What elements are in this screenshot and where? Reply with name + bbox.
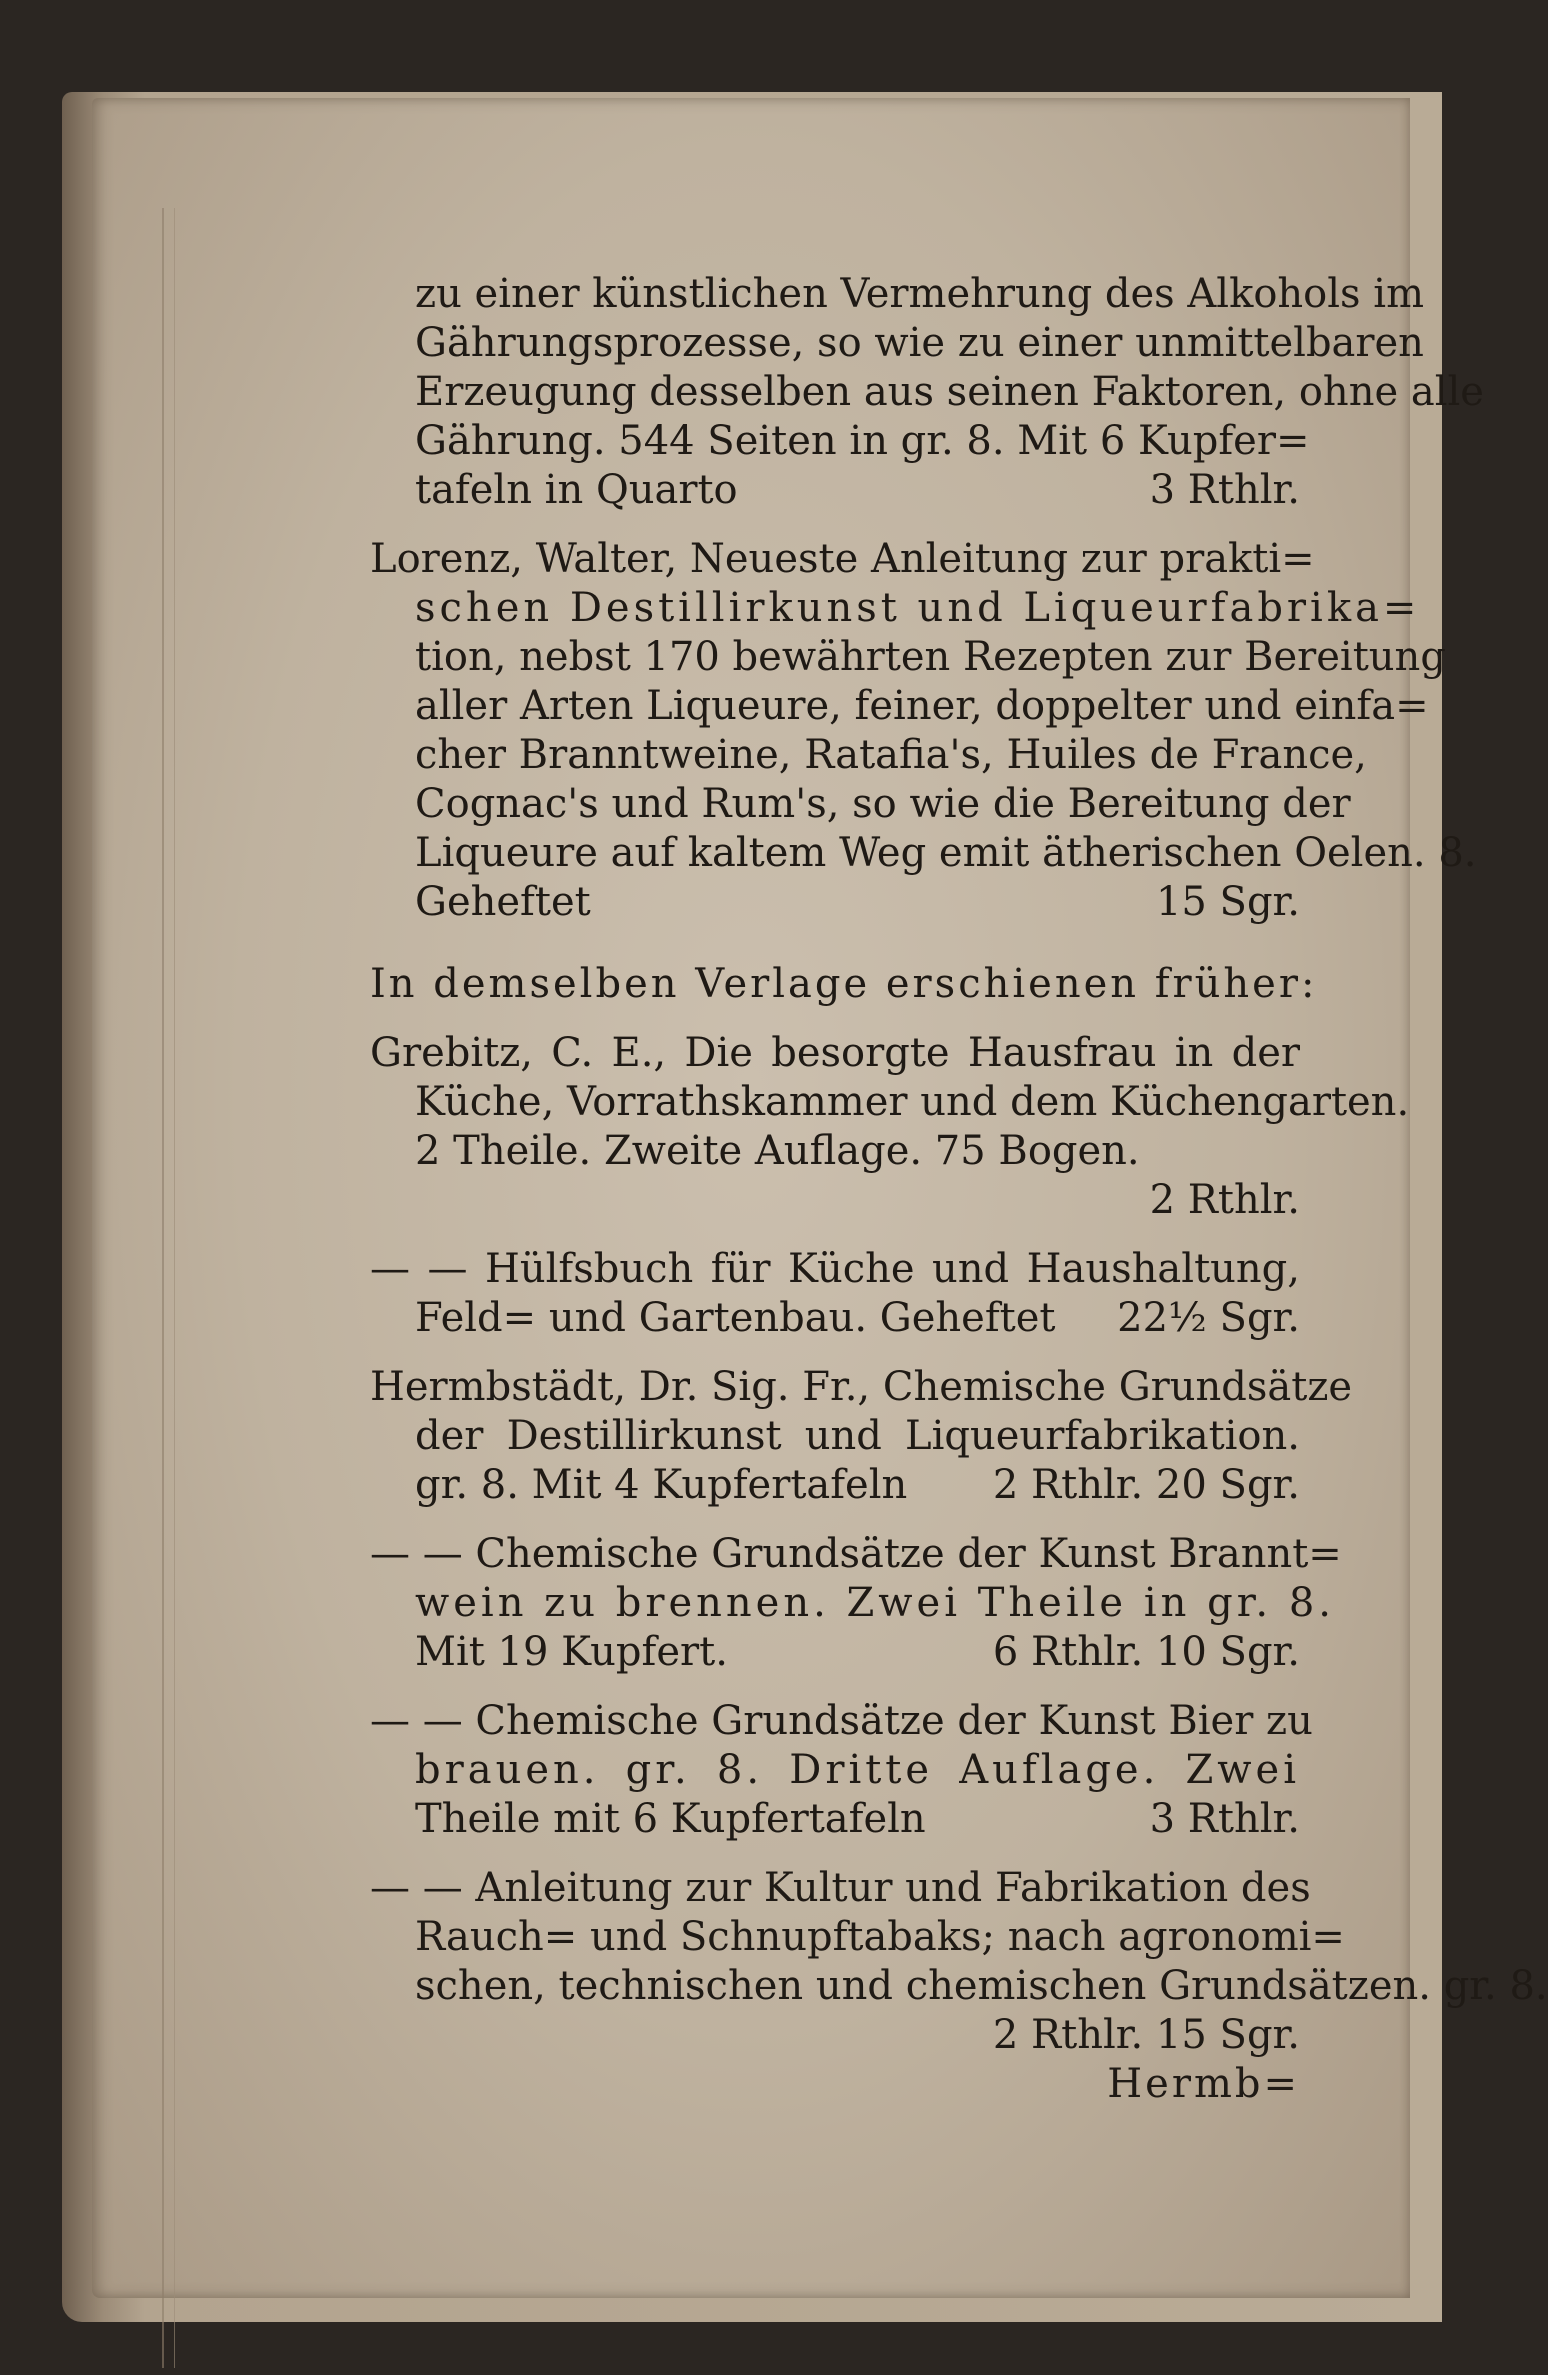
price: 3 Rthlr. (1149, 467, 1300, 513)
text-line-main: Theile mit 6 Kupfertafeln (415, 1796, 926, 1842)
text-line: Cognac's und Rum's, so wie die Bereitung der (415, 781, 1351, 827)
text-line (370, 1628, 1300, 1677)
price: 15 Sgr. (1155, 879, 1300, 925)
entry-lorenz (370, 535, 1477, 927)
text-line: aller Arten Liqueure, feiner, doppelter und einfa= (415, 683, 1429, 729)
text-line (370, 1294, 1300, 1343)
text-line: Erzeugung desselben aus seinen Faktoren, ohne alle (415, 369, 1484, 415)
text-line: schen Destillirkunst und Liqueurfabrika= (415, 585, 1421, 631)
text-line: Hermbstädt, Dr. Sig. Fr., Chemische Grundsätze (370, 1364, 1353, 1410)
text-line: Lorenz, Walter, Neueste Anleitung zur prakti= (370, 536, 1315, 582)
text-line: — — Chemische Grundsätze der Kunst Bier zu (370, 1698, 1313, 1744)
page-text (370, 270, 1548, 2109)
text-line: — — Chemische Grundsätze der Kunst Brannt= (370, 1531, 1342, 1577)
entry-hermbstaedt-destillir (370, 1363, 1353, 1510)
text-line: zu einer künstlichen Vermehrung des Alkohols im (415, 271, 1425, 317)
text-line: 2 Theile. Zweite Auflage. 75 Bogen. (415, 1128, 1140, 1174)
text-line-main: tafeln in Quarto (415, 467, 738, 513)
text-line (370, 466, 1300, 515)
entry-grebitz (370, 1029, 1410, 1225)
entry-branntwein (370, 1530, 1342, 1677)
page-stack-lines (162, 208, 175, 2368)
price: 3 Rthlr. (1149, 1796, 1300, 1842)
text-line (370, 878, 1300, 927)
price: 2 Rthlr. 20 Sgr. (992, 1462, 1300, 1508)
entry-continuation (370, 270, 1484, 515)
text-line: Gährung. 544 Seiten in gr. 8. Mit 6 Kupfer= (415, 418, 1310, 464)
text-line (370, 1795, 1300, 1844)
text-line: cher Branntweine, Ratafia's, Huiles de France, (415, 732, 1367, 778)
text-line: — — Hülfsbuch für Küche und Haushaltung, (370, 1246, 1300, 1292)
text-line: brauen. gr. 8. Dritte Auflage. Zwei (415, 1747, 1300, 1793)
text-line: Grebitz, C. E., Die besorgte Hausfrau in der (370, 1030, 1300, 1076)
text-line: Gährungsprozesse, so wie zu einer unmittelbaren (415, 320, 1424, 366)
text-line: Küche, Vorrathskammer und dem Küchengarten. (415, 1079, 1410, 1125)
section-heading: In demselben Verlage erschienen früher: (370, 961, 1318, 1007)
price: 2 Rthlr. (1149, 1177, 1300, 1223)
price: 6 Rthlr. 10 Sgr. (992, 1629, 1300, 1675)
text-line: Liqueure auf kaltem Weg emit ätherischen Oelen. 8. (415, 830, 1477, 876)
text-line-main: Feld= und Gartenbau. Geheftet (415, 1295, 1056, 1341)
entry-tabak (370, 1864, 1548, 2060)
text-line-main: Geheftet (415, 879, 591, 925)
text-line: wein zu brennen. Zwei Theile in gr. 8. (415, 1580, 1336, 1626)
text-line: — — Anleitung zur Kultur und Fabrikation des (370, 1865, 1311, 1911)
price: 22½ Sgr. (1117, 1295, 1300, 1341)
catchword: Hermb= (1107, 2061, 1300, 2107)
entry-huelfsbuch (370, 1245, 1300, 1343)
price: 2 Rthlr. 15 Sgr. (992, 2012, 1300, 2058)
text-line: Rauch= und Schnupftabaks; nach agronomi= (415, 1914, 1345, 1960)
text-line: der Destillirkunst und Liqueurfabrikation. (415, 1413, 1300, 1459)
text-line: schen, technischen und chemischen Grundsätzen. gr. 8. (415, 1963, 1548, 2009)
text-line: tion, nebst 170 bewährten Rezepten zur Bereitung (415, 634, 1446, 680)
text-line (370, 1461, 1300, 1510)
entry-bier (370, 1697, 1313, 1844)
text-line-main: Mit 19 Kupfert. (415, 1629, 728, 1675)
text-line-main: gr. 8. Mit 4 Kupfertafeln (415, 1462, 908, 1508)
